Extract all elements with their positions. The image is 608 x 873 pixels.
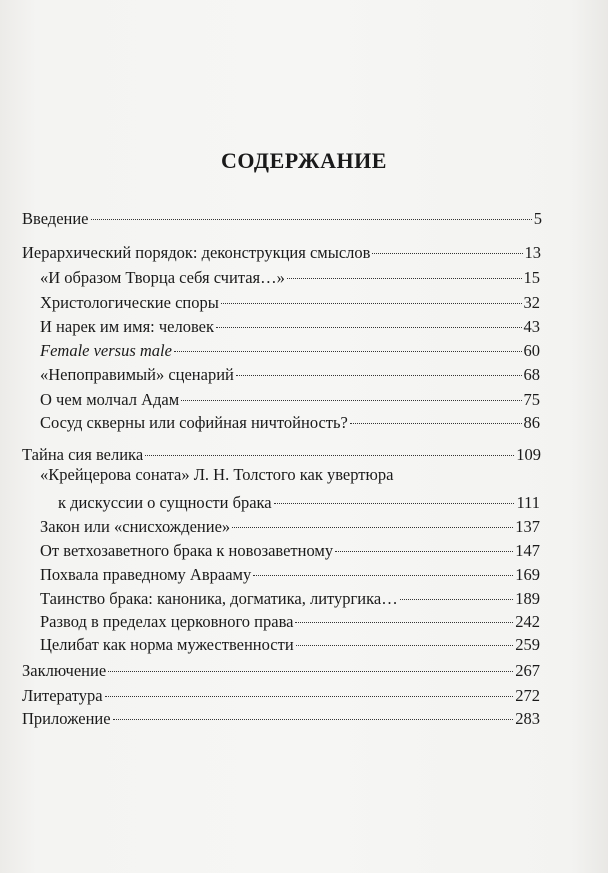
toc-entry-page: 242 <box>515 612 540 631</box>
toc-entry-introduction <box>22 204 542 229</box>
toc-entry-law-or-indulgence <box>40 512 540 537</box>
toc-entry-old-to-new-marriage <box>40 536 540 561</box>
toc-entry-creator-image <box>40 263 540 288</box>
toc-entry-page: 43 <box>523 317 540 336</box>
dot-leader <box>287 263 522 283</box>
toc-entry-christological-disputes <box>40 288 540 313</box>
toc-entry-adam-silent <box>40 385 540 410</box>
dot-leader <box>174 336 522 356</box>
toc-entry-page: 111 <box>516 493 540 512</box>
toc-entry-label: Литература <box>22 686 103 705</box>
toc-entry-page: 109 <box>516 445 541 464</box>
toc-entry-label: Сосуд скверны или софийная ничтойность? <box>40 413 348 432</box>
dot-leader <box>105 681 514 701</box>
toc-entry-label: О чем молчал Адам <box>40 390 180 409</box>
dot-leader <box>232 512 513 532</box>
toc-entry-page: 147 <box>515 541 540 560</box>
toc-entry-praise-abraham <box>40 560 540 585</box>
toc-entry-label-line1: «Крейцерова соната» Л. Н. Толстого как увертюра <box>40 465 394 484</box>
page-title: СОДЕРЖАНИЕ <box>221 148 387 173</box>
dot-leader <box>295 607 513 627</box>
toc-entry-page: 68 <box>523 365 540 384</box>
toc-entry-page: 75 <box>523 390 540 409</box>
toc-entry-label: «И образом Творца себя считая…» <box>40 268 285 287</box>
toc-entry-hierarchical-order <box>22 238 541 263</box>
toc-entry-irreparable-scenario <box>40 360 540 385</box>
toc-entry-appendix <box>22 704 540 729</box>
dot-leader <box>113 704 514 724</box>
dot-leader <box>216 312 521 332</box>
toc-entry-page: 259 <box>515 635 540 654</box>
dot-leader <box>253 560 513 580</box>
toc-entry-label: Закон или «снисхождение» <box>40 517 231 536</box>
toc-entry-label: Целибат как норма мужественности <box>40 635 294 654</box>
dot-leader <box>296 630 514 650</box>
toc-entry-label: Развод в пределах церковного права <box>40 612 294 631</box>
toc-entry-label: Христологические споры <box>40 293 219 312</box>
toc-entry-page: 169 <box>515 565 540 584</box>
toc-entry-label: Приложение <box>22 709 111 728</box>
toc-entry-label: Тайна сия велика <box>22 445 144 464</box>
dot-leader <box>221 288 522 308</box>
dot-leader <box>236 360 522 380</box>
toc-entry-page: 13 <box>524 243 541 262</box>
dot-leader <box>108 656 513 676</box>
toc-entry-page: 5 <box>533 209 542 228</box>
toc-entry-page: 189 <box>515 589 540 608</box>
toc-entry-kreutzer-sonata <box>58 488 540 513</box>
toc-entry-page: 60 <box>523 341 540 360</box>
toc-entry-label: От ветхозаветного брака к новозаветному <box>40 541 334 560</box>
toc-entry-page: 283 <box>515 709 540 728</box>
toc-entry-conclusion <box>22 656 540 681</box>
toc-entry-label: «Непоправимый» сценарий <box>40 365 234 384</box>
dot-leader <box>274 488 515 508</box>
toc-entry-label: И нарек им имя: человек <box>40 317 215 336</box>
toc-entry-named-human <box>40 312 540 337</box>
toc-entry-literature <box>22 681 540 706</box>
toc-entry-label: Таинство брака: каноника, догматика, литургика… <box>40 589 398 608</box>
toc-entry-label: Введение <box>22 209 89 228</box>
toc-entry-sacrament-marriage <box>40 584 540 609</box>
toc-entry-great-mystery <box>22 440 541 465</box>
toc-entry-label: Заключение <box>22 661 107 680</box>
toc-entry-label: Похвала праведному Аврааму <box>40 565 252 584</box>
toc-entry-page: 32 <box>523 293 540 312</box>
toc-entry-divorce <box>40 607 540 632</box>
toc-entry-page: 15 <box>523 268 540 287</box>
toc-entry-label: к дискуссии о сущности брака <box>58 493 272 512</box>
toc-entry-female-versus-male <box>40 336 540 361</box>
dot-leader <box>181 385 521 405</box>
toc-entry-label: Иерархический порядок: деконструкция смыслов <box>22 243 371 262</box>
dot-leader <box>145 440 514 460</box>
dot-leader <box>350 408 522 428</box>
toc-entry-page: 86 <box>523 413 540 432</box>
toc-entry-page: 272 <box>515 686 540 705</box>
toc-entry-page: 267 <box>515 661 540 680</box>
dot-leader <box>372 238 522 258</box>
dot-leader <box>335 536 513 556</box>
toc-entry-label: Female versus male <box>40 341 172 360</box>
dot-leader <box>400 584 514 604</box>
toc-entry-vessel <box>40 408 540 433</box>
dot-leader <box>91 204 532 224</box>
toc-entry-celibacy <box>40 630 540 655</box>
toc-entry-page: 137 <box>515 517 540 536</box>
